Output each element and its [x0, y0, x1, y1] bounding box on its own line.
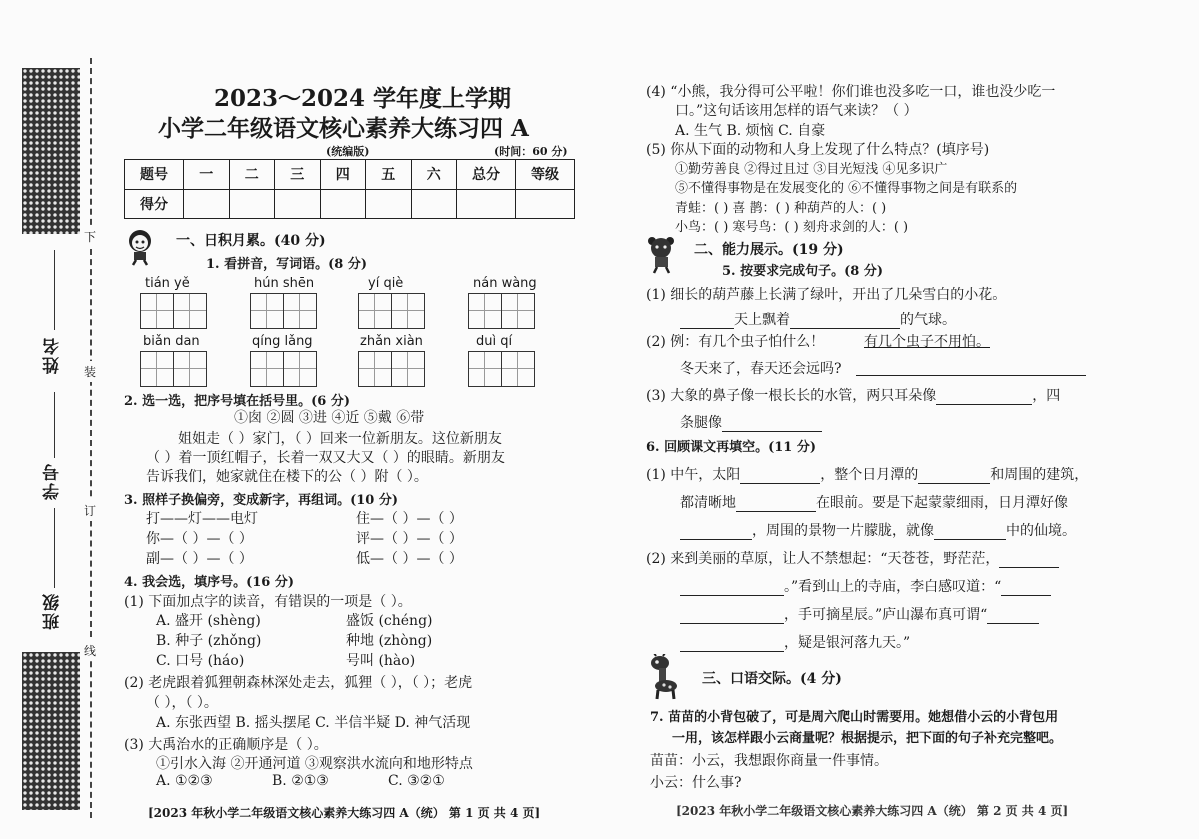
- score-cell[interactable]: [229, 189, 275, 219]
- answer-blank[interactable]: [722, 431, 822, 432]
- q2-text-3: 告诉我们，她家就住在楼下的公（ ）附（ ）。: [146, 469, 428, 485]
- pinyin-4: nán wàng: [473, 276, 537, 291]
- score-table: [124, 159, 575, 219]
- q5-3-text: (3) 大象的鼻子像一根长长的水管，两只耳朵像: [646, 388, 937, 404]
- q4-1-b: B. 种子 (zhǒng): [156, 633, 262, 649]
- q7-line2: 一用，该怎样跟小云商量呢？根据提示，把下面的句子补充完整吧。: [672, 731, 1063, 746]
- q6-1-b: 都清晰地: [680, 495, 736, 511]
- score-cell[interactable]: [411, 189, 457, 219]
- q6-2-a: (2) 来到美丽的草原，让人不禁想起：“天苍苍，野茫茫，: [646, 551, 1000, 567]
- answer-blank[interactable]: [1001, 595, 1051, 596]
- q6-1-line3: [680, 520, 1076, 540]
- q4-2-options: A. 东张西望 B. 摇头摆尾 C. 半信半疑 D. 神气活现: [156, 715, 471, 731]
- q6-1-b2: 在眼前。要是下起蒙蒙细雨，日月潭好像: [816, 495, 1068, 511]
- score-row-label: 得分: [125, 189, 184, 219]
- section-2-title: 二、能力展示。(19 分): [694, 242, 844, 258]
- q7-line1: 7. 苗苗的小背包破了，可是周六爬山时需要用。她想借小云的小背包用: [650, 710, 1059, 725]
- q4-3-c: C. ③②①: [388, 773, 445, 789]
- title-line-1: 2023～2024 学年度上学期: [214, 85, 512, 112]
- answer-blank[interactable]: [934, 539, 1006, 540]
- score-header: 五: [366, 160, 412, 190]
- score-header: 二: [229, 160, 275, 190]
- q6-1-a: (1) 中午，太阳: [646, 467, 741, 483]
- q5-2-question: 冬天来了，春天还会远吗?: [680, 361, 842, 377]
- char-box[interactable]: [140, 351, 207, 387]
- score-cell[interactable]: [366, 189, 412, 219]
- q6-1-line2: [680, 492, 1068, 512]
- binding-char-1: 下: [84, 226, 96, 247]
- q4-5-row-1: 青蛙：( ) 喜 鹊：( ) 种葫芦的人：( ): [675, 201, 887, 216]
- char-box[interactable]: [358, 351, 425, 387]
- q4-2: (2) 老虎跟着狐狸朝森林深处走去，狐狸（ ），（ ）；老虎: [124, 675, 473, 691]
- left-footer: [2023 年秋小学二年级语文核心素养大练习四 A（统） 第 1 页 共 4 页]: [148, 806, 541, 820]
- answer-blank[interactable]: [680, 651, 784, 652]
- q5-2-example-answer: 有几个虫子不用怕。: [864, 334, 990, 350]
- q7-dialog-2: 小云：什么事?: [650, 775, 742, 791]
- q4-5-options-2: ⑤不懂得事物是在发展变化的 ⑥不懂得事物之间是有联系的: [675, 181, 1018, 196]
- q6-2-line3: [680, 604, 1039, 624]
- cartoon-giraffe-icon: [646, 654, 682, 700]
- q4-3-a: A. ①②③: [156, 773, 213, 789]
- edition-label: (统编版): [326, 145, 370, 158]
- answer-blank[interactable]: [740, 483, 820, 484]
- q4-1-a: A. 盛开 (shèng): [156, 613, 261, 629]
- answer-blank[interactable]: [680, 328, 734, 329]
- answer-blank[interactable]: [936, 404, 1032, 405]
- q5-3-line2: [680, 412, 822, 432]
- q3-row2-left: 你—（ ）—（ ）: [146, 531, 253, 547]
- q6-2-c: ，手可摘星辰。”庐山瀑布真可谓“: [784, 607, 988, 623]
- cartoon-boy-icon: [124, 228, 158, 266]
- title-line-2: 小学二年级语文核心素养大练习四 A: [158, 115, 529, 142]
- q4-1-c: C. 口号 (háo): [156, 653, 245, 669]
- q5-3b-text: 条腿像: [680, 415, 722, 431]
- answer-blank[interactable]: [736, 511, 816, 512]
- student-id-label: 学号: [43, 462, 63, 500]
- q2-text-2: （ ）着一顶红帽子，长着一双又大又（ ）的眼睛。新朋友: [146, 450, 505, 466]
- char-box[interactable]: [358, 293, 425, 329]
- q4-5: (5) 你从下面的动物和人身上发现了什么特点？(填序号): [646, 142, 990, 158]
- score-header: 一: [184, 160, 230, 190]
- pinyin-8: duì qí: [476, 334, 513, 349]
- q5-3-line1: [646, 385, 1060, 405]
- q3-row3-right: 低—（ ）—（ ）: [356, 551, 463, 567]
- q5-title: 5. 按要求完成句子。(8 分): [722, 264, 883, 279]
- q4-4-line2: 口。”这句话该用怎样的语气来读？（ ）: [675, 103, 918, 119]
- right-footer: [2023 年秋小学二年级语文核心素养大练习四 A（统） 第 2 页 共 4 页]: [676, 804, 1069, 818]
- char-box[interactable]: [250, 293, 317, 329]
- q7-dialog-1: 苗苗：小云，我想跟你商量一件事情。: [650, 753, 888, 769]
- hatch-pattern-top: [22, 68, 80, 234]
- q6-1-c2: ，周围的景物一片朦胧，就像: [752, 523, 934, 539]
- q3-row3-left: 副—（ ）—（ ）: [146, 551, 253, 567]
- q5-3-tail: ，四: [1032, 388, 1061, 404]
- q6-2-d: ，疑是银河落九天。”: [784, 635, 911, 651]
- q5-2: (2) 例：有几个虫子怕什么！: [646, 334, 825, 350]
- q4-3-steps: ①引水入海 ②开通河道 ③观察洪水流向和地形特点: [156, 756, 473, 772]
- binding-char-4: 线: [84, 640, 96, 661]
- score-cell[interactable]: [457, 189, 516, 219]
- q6-1-line1: [646, 464, 1088, 484]
- q6-1-a2: ，整个日月潭的: [820, 467, 919, 483]
- binding-char-3: 订: [84, 500, 96, 521]
- pinyin-6: qíng lǎng: [252, 334, 313, 349]
- q3-row1-right: 住—（ ）—（ ）: [356, 511, 463, 527]
- id-underline-2: [54, 508, 55, 588]
- q4-1-a2: 盛饭 (chéng): [346, 613, 433, 629]
- q4-1-c2: 号叫 (hào): [346, 653, 416, 669]
- score-cell[interactable]: [516, 189, 575, 219]
- pinyin-5: biǎn dan: [143, 334, 200, 349]
- q6-2-b: 。”看到山上的寺庙，李白感叹道：“: [784, 579, 1002, 595]
- score-cell[interactable]: [320, 189, 366, 219]
- score-header: 总分: [457, 160, 516, 190]
- q4-3: (3) 大禹治水的正确顺序是（ ）。: [124, 737, 328, 753]
- q6-1-c3: 中的仙境。: [1006, 523, 1076, 539]
- q2-options: ①囱 ②圆 ③进 ④近 ⑤戴 ⑥带: [234, 410, 425, 426]
- score-header: 等级: [516, 160, 575, 190]
- score-header: 三: [275, 160, 321, 190]
- q6-1-a3: 和周围的建筑，: [990, 467, 1089, 483]
- q1-title: 1. 看拼音，写词语。(8 分): [206, 257, 367, 272]
- section-1-title: 一、日积月累。(40 分): [176, 233, 326, 249]
- q5-1-prefix: 天上飘着: [734, 312, 790, 328]
- hatch-pattern-bottom: [22, 652, 80, 810]
- answer-blank[interactable]: [918, 483, 990, 484]
- q4-1-b2: 种地 (zhòng): [346, 633, 433, 649]
- q6-2-line2: [680, 576, 1051, 596]
- score-header: 六: [411, 160, 457, 190]
- score-cell[interactable]: [184, 189, 230, 219]
- q4-3-b: B. ②①③: [272, 773, 329, 789]
- answer-blank[interactable]: [999, 567, 1059, 568]
- q4-4-options: A. 生气 B. 烦恼 C. 自豪: [675, 123, 826, 139]
- q3-row1-left: 打——灯——电灯: [146, 511, 258, 527]
- answer-blank[interactable]: [790, 328, 900, 329]
- q4-title: 4. 我会选，填序号。(16 分): [124, 575, 295, 590]
- pinyin-1: tián yě: [145, 276, 190, 291]
- q4-2-b: （ ），（ ）。: [146, 695, 218, 711]
- q5-1-suffix: 的气球。: [900, 312, 956, 328]
- q2-title: 2. 选一选，把序号填在括号里。(6 分): [124, 394, 350, 409]
- section-3-title: 三、口语交际。(4 分): [702, 671, 842, 687]
- q6-2-line4: [680, 632, 910, 652]
- char-box[interactable]: [250, 351, 317, 387]
- q6-2-line1: [646, 548, 1059, 568]
- time-label: (时间：60 分): [494, 145, 568, 158]
- q4-5-row-2: 小鸟：( ) 寒号鸟：( ) 刻舟求剑的人：( ): [675, 220, 909, 235]
- score-header: 题号: [125, 160, 184, 190]
- pinyin-7: zhǎn xiàn: [360, 334, 423, 349]
- class-label: 班级: [43, 592, 63, 630]
- cartoon-bear-icon: [644, 234, 678, 274]
- answer-blank[interactable]: [680, 595, 784, 596]
- score-cell[interactable]: [275, 189, 321, 219]
- answer-blank[interactable]: [987, 623, 1039, 624]
- pinyin-3: yí qiè: [368, 276, 404, 291]
- name-underline: [54, 250, 55, 330]
- q5-2-blank[interactable]: [856, 375, 1086, 376]
- char-box[interactable]: [140, 293, 207, 329]
- q2-text-1: 姐姐走（ ）家门，（ ）回来一位新朋友。这位新朋友: [178, 431, 502, 447]
- q4-5-options-1: ①勤劳善良 ②得过且过 ③目光短浅 ④见多识广: [675, 162, 948, 177]
- score-header: 四: [320, 160, 366, 190]
- q3-title: 3. 照样子换偏旁，变成新字，再组词。(10 分): [124, 493, 399, 508]
- pinyin-2: hún shēn: [254, 276, 315, 291]
- name-label: 姓名: [43, 336, 63, 374]
- q5-1-blank-line: [680, 309, 956, 329]
- q5-1: (1) 细长的葫芦藤上长满了绿叶，开出了几朵雪白的小花。: [646, 287, 1007, 303]
- q4-4-line1: (4) “小熊，我分得可公平啦！你们谁也没多吃一口，谁也没少吃一: [646, 84, 1056, 100]
- answer-blank[interactable]: [680, 539, 752, 540]
- q4-1: (1) 下面加点字的读音，有错误的一项是（ ）。: [124, 594, 412, 610]
- answer-blank[interactable]: [680, 623, 784, 624]
- char-box[interactable]: [468, 293, 535, 329]
- binding-dashed-line: [90, 58, 92, 818]
- char-box[interactable]: [468, 351, 535, 387]
- id-underline: [54, 392, 55, 458]
- q6-title: 6. 回顾课文再填空。(11 分): [646, 440, 817, 455]
- binding-char-2: 装: [84, 361, 96, 382]
- q3-row2-right: 评—（ ）—（ ）: [356, 531, 463, 547]
